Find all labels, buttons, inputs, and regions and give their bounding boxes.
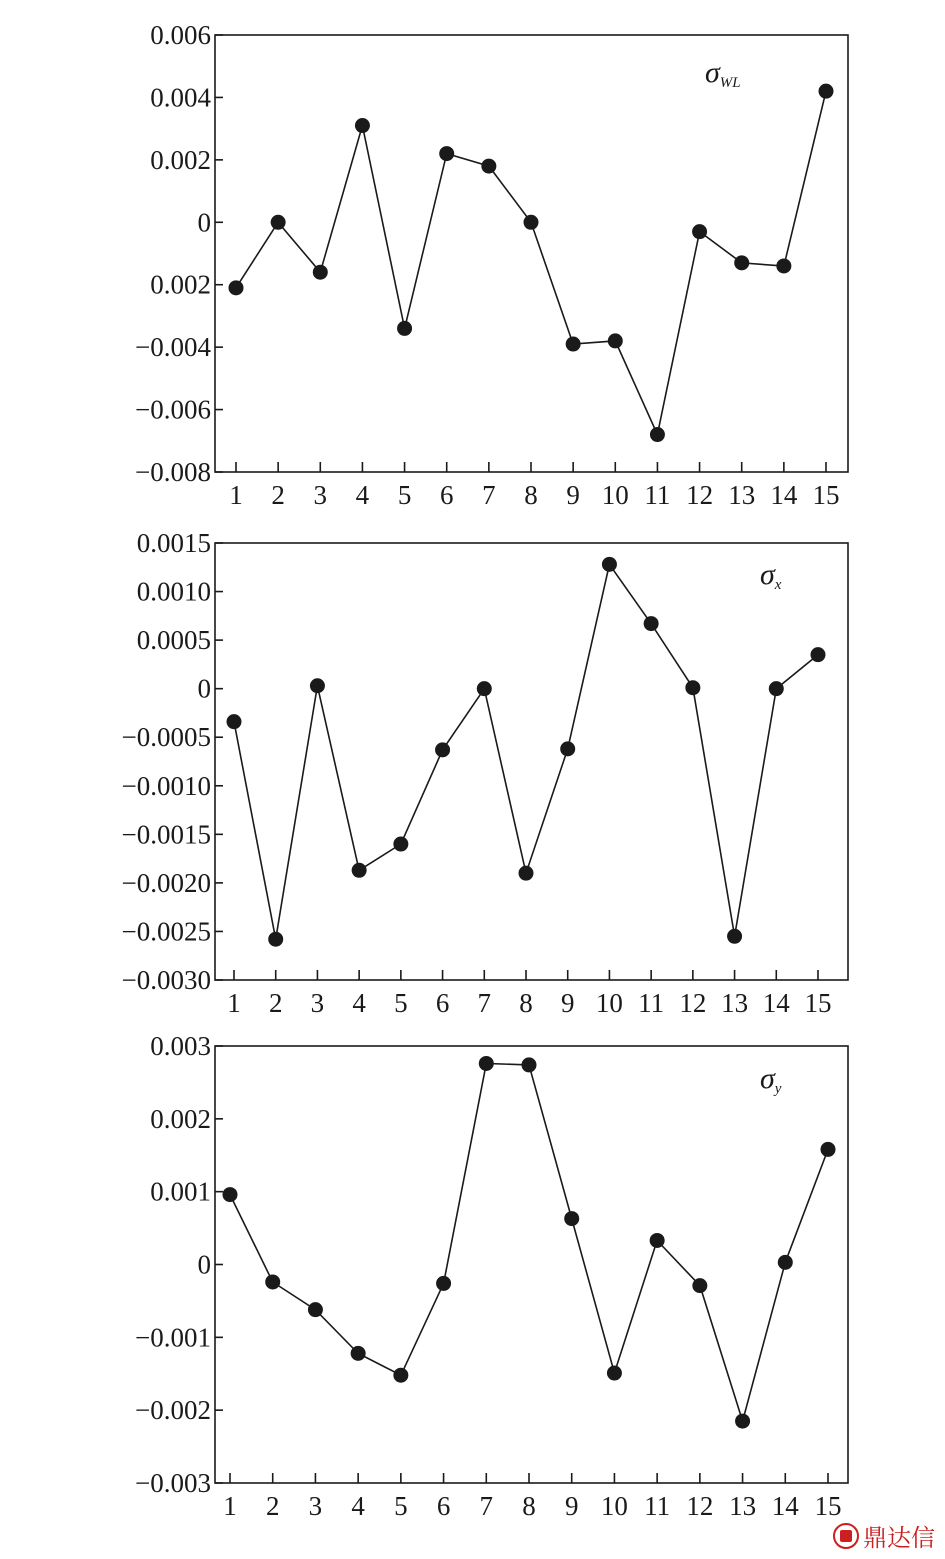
x-tick-label: 15 <box>804 988 832 1018</box>
y-tick-label: −0.0020 <box>121 867 211 898</box>
x-tick-label: 1 <box>227 988 241 1018</box>
y-tick-label: −0.0015 <box>121 819 211 850</box>
data-point <box>566 337 581 352</box>
y-tick-label: 0.0005 <box>136 625 211 656</box>
x-tick-label: 2 <box>271 480 285 510</box>
x-tick-label: 11 <box>644 480 671 510</box>
panel-label-subscript: x <box>774 577 782 593</box>
data-point <box>811 647 826 662</box>
data-point <box>734 255 749 270</box>
y-tick-label: −0.002 <box>135 1395 211 1426</box>
data-point <box>479 1056 494 1071</box>
data-point <box>393 1368 408 1383</box>
data-point <box>727 929 742 944</box>
data-point <box>650 1233 665 1248</box>
x-tick-label: 14 <box>770 480 798 510</box>
data-point <box>271 215 286 230</box>
panel-label-subscript: WL <box>719 75 741 91</box>
chart-panel-1 <box>135 20 848 510</box>
y-tick-label: −0.0025 <box>121 916 211 947</box>
x-tick-label: 8 <box>524 480 538 510</box>
data-point <box>692 1278 707 1293</box>
data-point <box>776 258 791 273</box>
x-tick-label: 6 <box>436 1491 451 1521</box>
data-point <box>608 333 623 348</box>
data-point <box>351 1346 366 1361</box>
y-tick-label: −0.004 <box>135 332 211 363</box>
watermark-logo-icon <box>833 1523 859 1549</box>
data-point <box>310 678 325 693</box>
series-line <box>230 1064 828 1422</box>
x-tick-label: 1 <box>223 1491 237 1521</box>
x-tick-label: 11 <box>644 1491 671 1521</box>
y-tick-label: 0.002 <box>150 269 211 300</box>
y-tick-label: 0.001 <box>150 1176 211 1207</box>
data-point <box>436 1276 451 1291</box>
y-tick-label: 0.006 <box>150 20 211 50</box>
x-tick-label: 5 <box>394 988 408 1018</box>
x-tick-label: 14 <box>771 1491 799 1521</box>
y-tick-label: −0.003 <box>135 1468 211 1498</box>
data-point <box>564 1211 579 1226</box>
y-tick-label: 0.002 <box>150 144 211 175</box>
data-point <box>308 1302 323 1317</box>
data-point <box>692 224 707 239</box>
y-tick-label: −0.008 <box>135 457 211 487</box>
x-tick-label: 10 <box>600 1491 628 1521</box>
x-tick-label: 9 <box>564 1491 579 1521</box>
panel-label <box>705 56 741 91</box>
data-point <box>229 280 244 295</box>
data-point <box>602 557 617 572</box>
x-tick-label: 4 <box>355 480 370 510</box>
data-point <box>313 265 328 280</box>
data-point <box>819 84 834 99</box>
chart-panel-3 <box>135 1031 848 1521</box>
data-point <box>821 1142 836 1157</box>
x-tick-label: 12 <box>686 1491 714 1521</box>
plot-frame <box>215 35 848 472</box>
x-tick-label: 4 <box>352 988 366 1018</box>
y-tick-label: 0.0010 <box>136 576 211 607</box>
x-tick-label: 4 <box>351 1491 365 1521</box>
watermark-text: 鼎达信 <box>863 1524 935 1552</box>
x-tick-label: 2 <box>265 1491 280 1521</box>
x-tick-label: 10 <box>595 988 623 1018</box>
panel-label <box>760 558 782 593</box>
y-tick-label: −0.001 <box>135 1322 211 1353</box>
x-tick-label: 5 <box>397 480 412 510</box>
y-tick-label: 0.003 <box>150 1031 211 1061</box>
x-tick-label: 1 <box>229 480 243 510</box>
y-tick-label: −0.0030 <box>121 965 211 995</box>
data-point <box>685 680 700 695</box>
panel-label-symbol: σ <box>760 558 775 591</box>
data-point <box>227 714 242 729</box>
chart-panel-2 <box>122 528 848 1018</box>
x-tick-label: 9 <box>566 480 580 510</box>
x-tick-label: 2 <box>268 988 283 1018</box>
data-point <box>519 866 534 881</box>
data-point <box>435 742 450 757</box>
x-tick-label: 13 <box>721 988 749 1018</box>
series-line <box>234 564 818 939</box>
x-tick-label: 3 <box>310 988 325 1018</box>
panel-label-symbol: σ <box>705 56 720 89</box>
y-tick-label: 0 <box>197 207 211 238</box>
x-tick-label: 12 <box>679 988 707 1018</box>
x-tick-label: 3 <box>313 480 328 510</box>
data-point <box>522 1057 537 1072</box>
data-point <box>778 1255 793 1270</box>
data-point <box>769 681 784 696</box>
x-tick-label: 7 <box>477 988 492 1018</box>
y-tick-label: 0.002 <box>150 1103 211 1134</box>
y-tick-label: −0.0005 <box>121 722 211 753</box>
data-point <box>268 932 283 947</box>
x-tick-label: 8 <box>519 988 533 1018</box>
data-point <box>439 146 454 161</box>
x-tick-label: 7 <box>482 480 496 510</box>
y-tick-label: −0.006 <box>135 394 211 425</box>
x-tick-label: 9 <box>560 988 575 1018</box>
x-tick-label: 13 <box>729 1491 757 1521</box>
x-tick-label: 8 <box>522 1491 536 1521</box>
x-tick-label: 12 <box>686 480 714 510</box>
panel-label <box>760 1062 782 1097</box>
plot-frame <box>215 543 848 980</box>
data-point <box>607 1366 622 1381</box>
data-point <box>735 1414 750 1429</box>
data-point <box>352 863 367 878</box>
data-point <box>397 321 412 336</box>
x-tick-label: 11 <box>638 988 665 1018</box>
x-tick-label: 10 <box>601 480 629 510</box>
y-tick-label: 0 <box>197 1249 211 1280</box>
y-tick-label: 0.004 <box>150 82 211 113</box>
x-tick-label: 5 <box>394 1491 408 1521</box>
y-tick-label: −0.0010 <box>121 770 211 801</box>
x-tick-label: 15 <box>814 1491 842 1521</box>
x-tick-label: 14 <box>762 988 790 1018</box>
x-tick-label: 15 <box>812 480 840 510</box>
data-point <box>393 837 408 852</box>
watermark <box>833 1518 935 1553</box>
x-tick-label: 6 <box>435 988 450 1018</box>
data-point <box>265 1274 280 1289</box>
data-point <box>223 1187 238 1202</box>
data-point <box>355 118 370 133</box>
x-tick-label: 6 <box>439 480 454 510</box>
data-point <box>650 427 665 442</box>
x-tick-label: 13 <box>728 480 756 510</box>
panel-label-subscript: y <box>774 1081 782 1097</box>
data-point <box>524 215 539 230</box>
x-tick-label: 7 <box>479 1491 494 1521</box>
y-tick-label: 0 <box>197 673 211 704</box>
panel-label-symbol: σ <box>760 1062 775 1095</box>
data-point <box>644 616 659 631</box>
plot-frame <box>215 1046 848 1483</box>
data-point <box>481 159 496 174</box>
x-tick-label: 3 <box>308 1491 323 1521</box>
data-point <box>560 741 575 756</box>
data-point <box>477 681 492 696</box>
y-tick-label: 0.0015 <box>136 528 211 558</box>
